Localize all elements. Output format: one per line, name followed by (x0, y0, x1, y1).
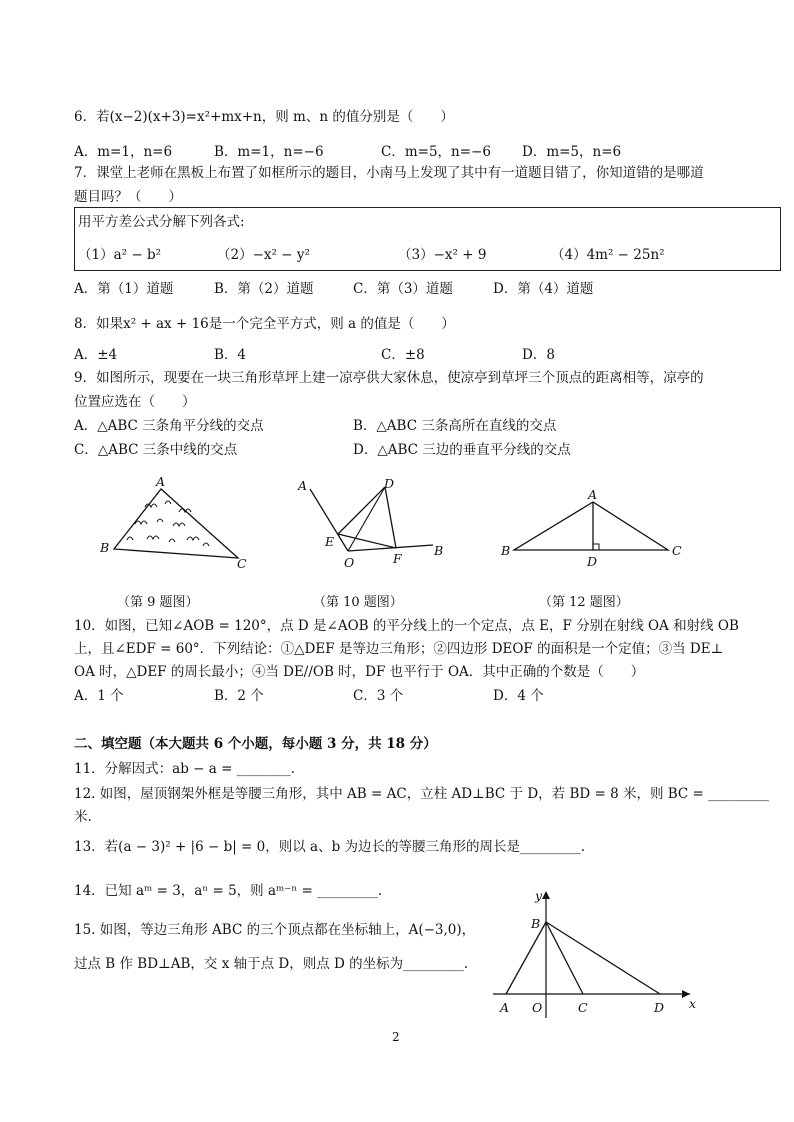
q8-stem: 8．如果x² + ax + 16是一个完全平方式，则 a 的值是（ ） (74, 316, 455, 332)
fig10-label-e: E (325, 534, 335, 549)
q8-option-c: C．±8 (381, 347, 425, 363)
q6-stem: 6．若(x−2)(x+3)=x²+mx+n，则 m、n 的值分别是（ ） (74, 109, 454, 125)
page-number: 2 (392, 1030, 400, 1044)
fig15-label-x: x (689, 996, 697, 1011)
q11-stem: 11．分解因式：ab − a = ________. (74, 761, 295, 777)
q14-stem: 14．已知 aᵐ = 3，aⁿ = 5，则 aᵐ⁻ⁿ = _________. (74, 883, 383, 899)
fig9-label-a: A (156, 474, 166, 489)
fig10-label-f: F (393, 551, 402, 566)
q8-option-b: B．4 (214, 347, 247, 363)
q7-box-title: 用平方差公式分解下列各式: (78, 214, 245, 230)
fig9-caption: （第 9 题图） (117, 595, 199, 610)
fig15-label-o: O (532, 1000, 543, 1015)
fig12-label-b: B (501, 543, 511, 558)
q9-stem-line2: 位置应选在（ ） (74, 394, 196, 410)
fig10-caption: （第 10 题图） (313, 595, 403, 610)
section-2-title: 二、填空题（本大题共 6 个小题，每小题 3 分，共 18 分） (74, 736, 437, 752)
q7-stem-line2: 题目吗？（ ） (74, 189, 182, 205)
grass-marks (127, 501, 209, 546)
q9-option-d: D．△ABC 三边的垂直平分线的交点 (353, 442, 571, 458)
fig15-label-d: D (654, 1000, 665, 1015)
q10-option-a: A．1 个 (74, 688, 124, 704)
q7-option-d: D．第（4）道题 (493, 281, 594, 297)
q10-option-c: C．3 个 (353, 688, 404, 704)
fig9-label-b: B (100, 540, 110, 555)
q12-line2: 米. (74, 809, 92, 825)
q10-line1: 10．如图，已知∠AOB = 120°，点 D 是∠AOB 的平分线上的一个定点，点 E，F 分别在射线 OA 和射线 OB (74, 618, 739, 634)
fig12-caption: （第 12 题图） (539, 595, 629, 610)
q8-option-a: A．±4 (74, 347, 118, 363)
fig15-label-a: A (500, 1000, 510, 1015)
q6-option-c: C．m=5，n=−6 (381, 144, 491, 160)
fig10-label-a: A (298, 478, 308, 493)
q9-option-c: C．△ABC 三条中线的交点 (74, 442, 238, 458)
q10-option-d: D．4 个 (493, 688, 544, 704)
q7-box-item-4: （4）4m² − 25n² (551, 247, 665, 263)
figure-12 (495, 480, 695, 575)
fig9-label-c: C (237, 556, 247, 571)
q12-line1: 12. 如图，屋顶钢架外框是等腰三角形，其中 AB = AC，立柱 AD⊥BC 于 D，若 BD = 8 米，则 BC = _________ (74, 786, 769, 802)
q15-line2: 过点 B 作 BD⊥AB，交 x 轴于点 D，则点 D 的坐标为_________. (74, 956, 469, 972)
fig12-label-d: D (587, 554, 598, 569)
q6-option-b: B．m=1，n=−6 (214, 144, 324, 160)
figure-15 (485, 888, 705, 1023)
q7-box-item-1: （1）a² − b² (78, 247, 161, 263)
fig12-label-a: A (588, 487, 598, 502)
q7-box-item-3: （3）−x² + 9 (398, 247, 487, 263)
figure-10 (290, 474, 450, 574)
q7-box-item-2: （2）−x² − y² (217, 247, 310, 263)
q7-option-b: B．第（2）道题 (214, 281, 314, 297)
fig10-label-b: B (434, 543, 444, 558)
q15-line1: 15. 如图，等边三角形 ABC 的三个顶点都在坐标轴上，A(−3,0)， (74, 922, 476, 938)
fig15-label-c: C (578, 1000, 588, 1015)
q9-option-b: B．△ABC 三条高所在直线的交点 (353, 418, 557, 434)
fig15-label-b: B (531, 916, 541, 931)
q8-option-d: D．8 (522, 347, 555, 363)
q9-option-a: A．△ABC 三条角平分线的交点 (74, 418, 264, 434)
q7-stem-line1: 7．课堂上老师在黑板上布置了如框所示的题目，小南马上发现了其中有一道题目错了，你知道错的是哪道 (74, 165, 704, 181)
figure-9 (95, 474, 255, 574)
q10-line3: OA 时，△DEF 的周长最小；④当 DE//OB 时，DF 也平行于 OA．其中正确的个数是（ ） (74, 664, 645, 680)
fig12-label-c: C (672, 543, 682, 558)
q6-option-d: D．m=5，n=6 (522, 144, 622, 160)
fig15-label-y: y (535, 888, 543, 903)
q6-option-a: A．m=1，n=6 (74, 144, 173, 160)
fig10-label-d: D (384, 476, 395, 491)
q10-option-b: B．2 个 (214, 688, 264, 704)
q10-line2: 上，且∠EDF = 60°．下列结论：①△DEF 是等边三角形；②四边形 DEOF 的面积是一个定值；③当 DE⊥ (74, 641, 724, 657)
y-axis-arrow (542, 891, 550, 899)
q7-option-a: A．第（1）道题 (74, 281, 174, 297)
q13-stem: 13．若(a − 3)² + |6 − b| = 0，则以 a、b 为边长的等腰三角形的周长是_________. (74, 839, 586, 855)
q9-stem-line1: 9．如图所示，现要在一块三角形草坪上建一凉亭供大家休息，使凉亭到草坪三个顶点的距离相等，凉亭的 (74, 370, 704, 386)
q7-option-c: C．第（3）道题 (353, 281, 453, 297)
fig10-label-o: O (344, 555, 355, 570)
